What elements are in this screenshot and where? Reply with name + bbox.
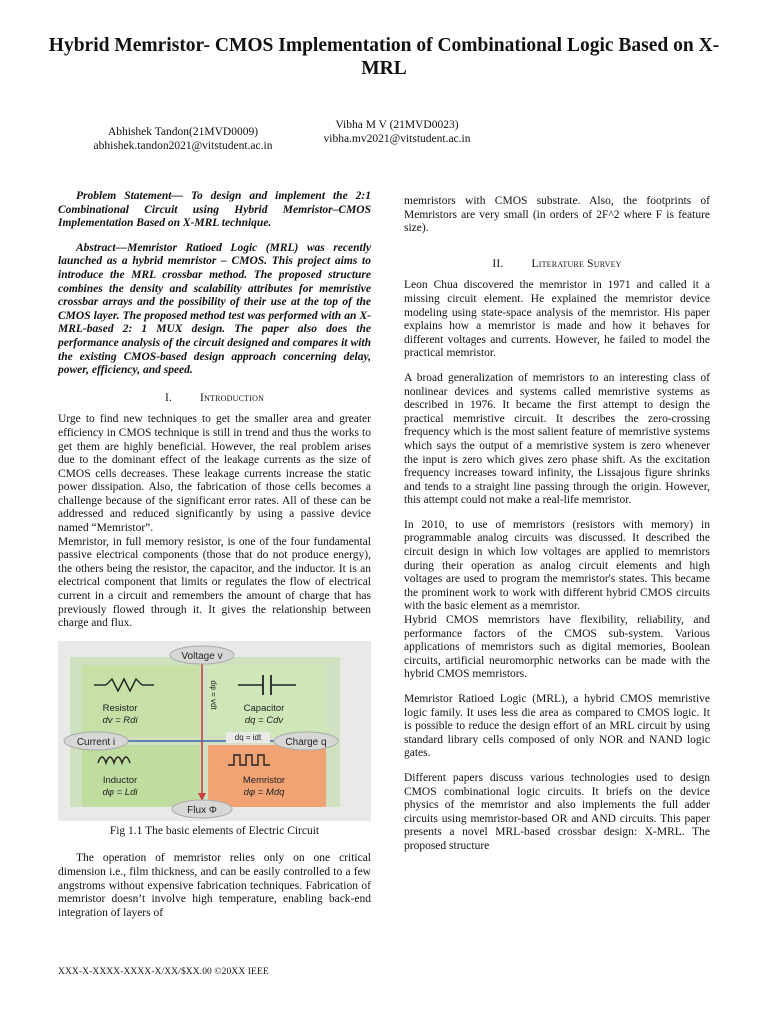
author-2-email: vibha.mv2021@vitstudent.ac.in [323,133,471,145]
paper-title: Hybrid Memristor- CMOS Implementation of Combinational Logic Based on X-MRL [48,35,720,79]
capacitor-label: Capacitor [243,702,285,714]
literature-paragraph-3: In 2010, to use of memristors (resistors with memory) in programmable analog circuits was discussed. It described the circuit design in which low voltages are applied to memristors during their operation as analog circuit elements and high voltages are used to program the memristor's states. This became the prominent work to work with different hybrid CMOS circuits with the basic element as a memristor. [404,518,710,613]
author-2-name: Vibha M V (21MVD0023) [335,119,459,131]
section-2-title: Literature Survey [531,257,622,270]
section-1-number: I. [164,391,173,404]
author-1-name: Abhishek Tandon(21MVD0009) [107,126,259,138]
resistor-label: Resistor [102,702,138,714]
intro-paragraph-1: Urge to find new techniques to get the smaller area and greater efficiency in CMOS technique is still in trend and thus the works to get them are highly beneficial. However, the real problem arises due to the dominant effect of the leakage currents as the size of CMOS cells decreases. These leakage currents increase the static power dissipation. Also, the fabrication of those cells becomes a challenge because of the significant error rates. All of these can be addressed and reduced significantly by using a passive device named “Memristor”. [58,413,371,535]
resistor-equation: dv = Rdi [102,714,138,726]
memristor-label: Memristor [242,774,286,786]
section-1-title: Introduction [200,391,265,404]
inductor-label: Inductor [102,774,138,786]
continued-paragraph: memristors with CMOS substrate. Also, the footprints of Memristors are very small (in orders of 2F^2 where F is feature size). [404,195,710,235]
problem-statement: Problem Statement— To design and implement the 2:1 Combinational Circuit using Hybrid Memristor–CMOS Implementation Based on X-MRL technique. [58,190,371,230]
center-horizontal-equation: dq = idt [234,732,262,742]
voltage-label: Voltage v [181,650,223,662]
capacitor-equation: dq = Cdv [244,714,284,726]
capacitor-quadrant [208,665,326,737]
section-2-number: II. [492,257,504,270]
inductor-quadrant [82,745,200,807]
author-2 [312,118,482,146]
copyright-footer: XXX-X-XXXX-XXXX-X/XX/$XX.00 ©20XX IEEE [58,967,269,977]
inductor-equation: dφ = Ldi [102,786,138,798]
figure-caption: Fig 1.1 The basic elements of Electric Circuit [109,824,320,837]
right-column [404,195,710,854]
author-1 [58,125,308,153]
literature-paragraph-2: A broad generalization of memristors to an interesting class of nonlinear devices and systems called memristive systems as described in 1976. It became the first attempt to design the practical memristive circuit. It describes the zero-crossing frequency which is the most salient feature of memristive systems which says the output of a memristive system is zero whenever the input is zero which gives zero phase shift. As the excitation frequency increases toward infinity, the Lissajous figure shrinks and tends to a straight line passing through the origin. However, this attempt could not make a real-life memristor. [404,371,710,507]
left-column [58,190,371,920]
literature-paragraph-6: Different papers discuss various technologies used to design CMOS combinational logic circuits. It briefs on the device physics of the memristor and also implements the full adder circuits using memristor-based OR and AND circuits. This paper presents a novel MRL-based crossbar design: X-MRL. The proposed structure [404,771,710,852]
flux-label: Flux Φ [187,804,217,816]
author-1-email: abhishek.tandon2021@vitstudent.ac.in [93,140,273,152]
memristor-equation: dφ = Mdq [243,786,285,798]
literature-paragraph-4: Hybrid CMOS memristors have flexibility, reliability, and performance factors of the CMOS sub-system. Various applications of memristors such as digital memories, Boolean circuits, artificial neuromorphic networks can be made with the hybrid CMOS memristors. [404,614,710,681]
section-2-heading [404,258,710,272]
charge-label: Charge q [285,736,327,748]
figure-diagram [58,641,371,821]
section-1-heading [58,392,371,406]
center-vertical-equation: dφ = vdt [209,680,218,710]
literature-paragraph-1: Leon Chua discovered the memristor in 1971 and called it a missing circuit element. He explained the memristor device modeling using state-space analysis of the memristor. His paper explains how a memristor is made and how it behaves for different voltages and currents. However, he failed to model the practical memristor. [404,279,710,360]
abstract: Abstract—Memristor Ratioed Logic (MRL) was recently launched as a hybrid memristor – CMOS. This project aims to introduce the MRL crossbar method. The proposed structure combines the density and scalability attributes for memristive crossbar arrays and the possibility of their use at the top of the CMOS layer. The proposed method test was performed with an X-MRL-based 2: 1 MUX design. The paper also does the performance analysis of the circuit designed and compares it with the existing CMOS-based design approach concerning delay, power, efficiency, and speed. [58,241,371,377]
resistor-quadrant [82,665,200,737]
literature-paragraph-5: Memristor Ratioed Logic (MRL), a hybrid CMOS memristive logic family. It uses less die area as compared to CMOS logic. It is possible to reduce the design effort of an MRL circuit by using standard library cells composed of only NOR and NAND logic gates. [404,693,710,760]
intro-paragraph-3: The operation of memristor relies only on one critical dimension i.e., film thickness, and can be easily controlled to a few angstroms without expensive fabrication techniques. Fabrication of memristor doesn’t involve high temperature, enabling back-end integration of layers of [58,852,371,919]
current-label: Current i [76,736,116,748]
figure-basic-elements [58,641,371,821]
intro-paragraph-2: Memristor, in full memory resistor, is one of the four fundamental passive electrical components (those that do not produce energy), the others being the resistor, the capacitor, and the inductor. It is an electrical component that limits or regulates the flow of electrical current in a circuit and remembers the amount of charge that has previously flowed through it. It gives the relationship between charge and flux. [58,535,371,630]
